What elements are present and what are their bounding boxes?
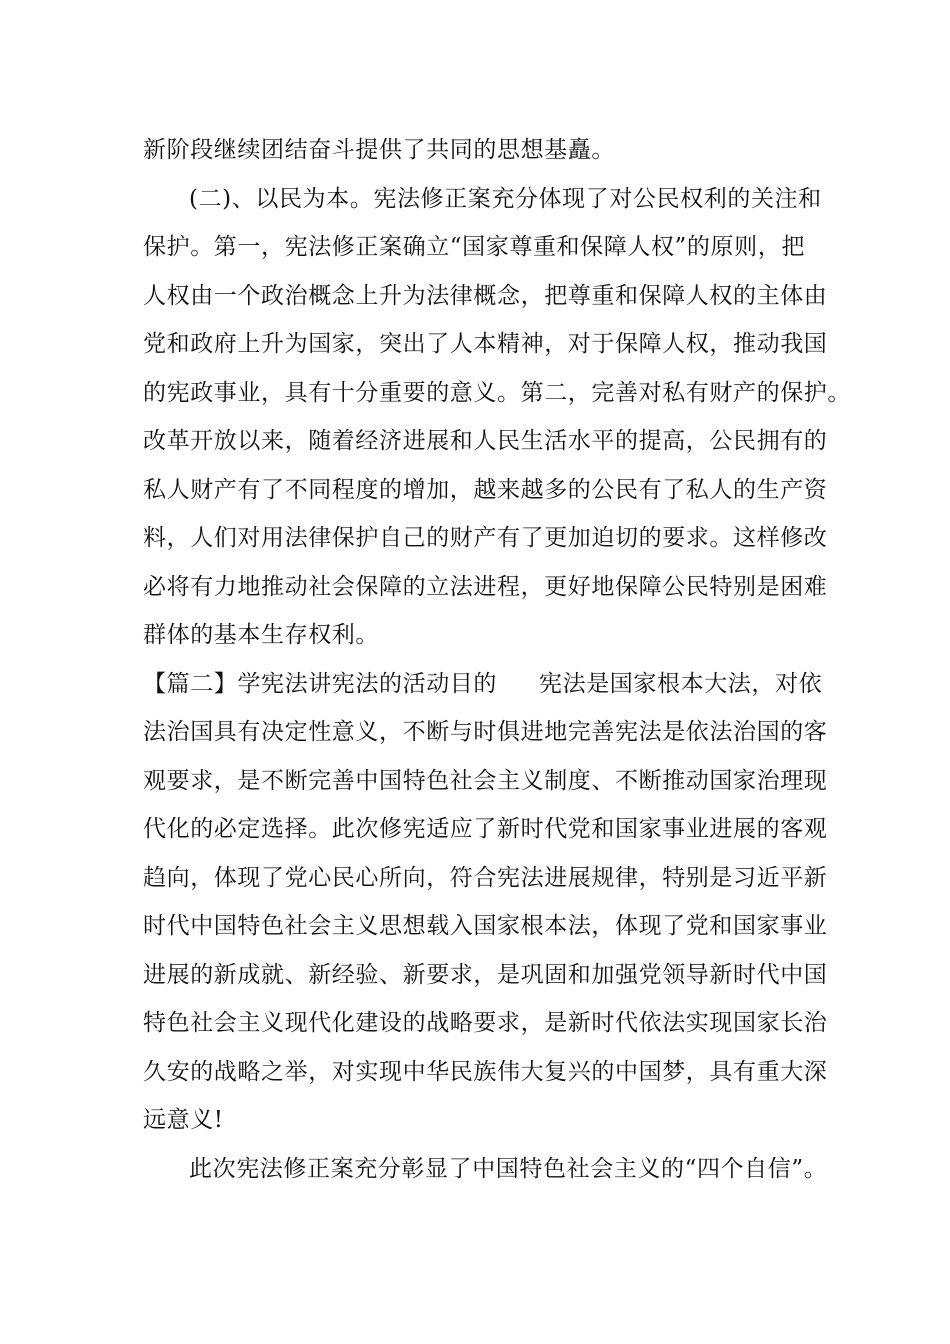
paragraph-line: 趋向，体现了党心民心所向，符合宪法进展规律，特别是习近平新 [143,864,828,891]
paragraph-line: 观要求，是不断完善中国特色社会主义制度、不断推动国家治理现 [143,767,828,794]
section-heading: 【篇二】学宪法讲宪法的活动目的 [143,670,497,697]
paragraph-line-start: 宪法是国家根本大法，对依 [539,670,823,697]
paragraph-line: 法治国具有决定性意义，不断与时俱进地完善宪法是依法治国的客 [143,719,828,745]
paragraph-line: (二)、以民为本。宪法修正案充分体现了对公民权利的关注和 [189,185,822,212]
paragraph-line: 久安的战略之举，对实现中华民族伟大复兴的中国梦，具有重大深 [143,1058,828,1085]
paragraph-line: 群体的基本生存权利。 [143,622,379,648]
paragraph-line: 此次宪法修正案充分彰显了中国特色社会主义的“四个自信”。 [189,1155,828,1182]
paragraph-line: 私人财产有了不同程度的增加，越来越多的公民有了私人的生产资 [143,476,828,503]
paragraph-3 [143,660,828,1145]
paragraph-line: 进展的新成就、新经验、新要求，是巩固和加强党领导新时代中国 [143,961,828,988]
paragraph-line: 必将有力地推动社会保障的立法进程，更好地保障公民特别是困难 [143,573,828,600]
paragraph-line: 代化的必定选择。此次修宪适应了新时代党和国家事业进展的客观 [143,816,828,842]
paragraph-line: 远意义! [143,1107,224,1133]
paragraph-line: 料，人们对用法律保护自己的财产有了更加迫切的要求。这样修改 [143,525,828,551]
paragraph-line: 新阶段继续团结奋斗提供了共同的思想基矗。 [143,137,615,163]
paragraph-2 [143,175,851,660]
paragraph-line: 的宪政事业，具有十分重要的意义。第二，完善对私有财产的保护。 [143,379,851,406]
paragraph-1 [143,126,823,175]
paragraph-4 [143,1145,828,1194]
paragraph-line: 特色社会主义现代化建设的战略要求，是新时代依法实现国家长治 [143,1010,828,1036]
paragraph-line: 改革开放以来，随着经济进展和人民生活水平的提高，公民拥有的 [143,428,828,454]
section-heading-line [143,660,823,709]
document-body [143,126,851,1193]
paragraph-line: 党和政府上升为国家，突出了人本精神，对于保障人权，推动我国 [143,331,828,357]
paragraph-line: 时代中国特色社会主义思想载入国家根本法，体现了党和国家事业 [143,913,828,939]
paragraph-line: 人权由一个政治概念上升为法律概念，把尊重和保障人权的主体由 [143,282,828,309]
paragraph-line: 保护。第一，宪法修正案确立“国家尊重和保障人权”的原则，把 [143,234,805,260]
